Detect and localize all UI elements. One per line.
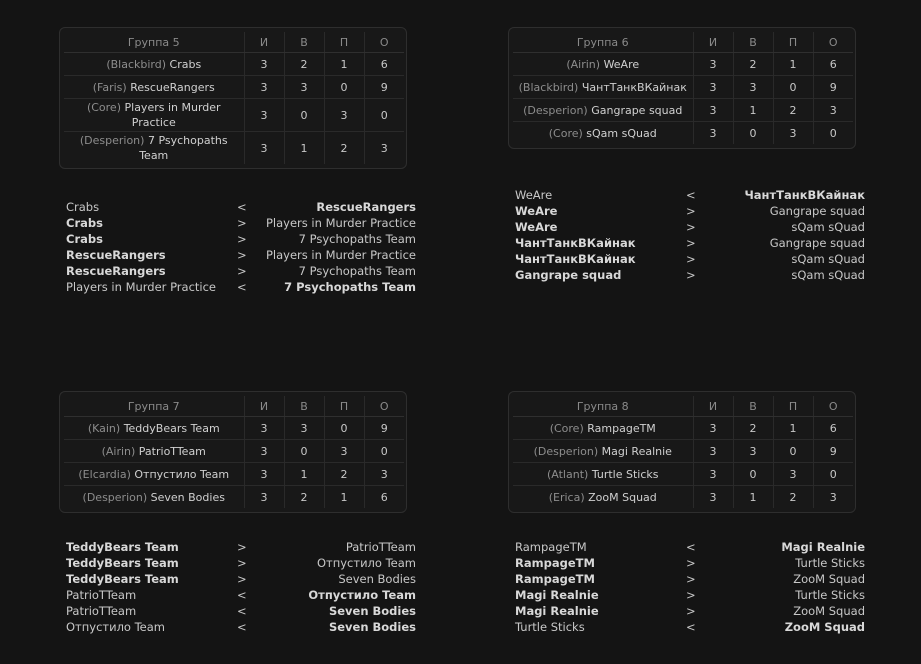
team-name: Players in Murder Practice bbox=[124, 101, 221, 129]
stat-cell-v: 3 bbox=[284, 417, 324, 440]
home-team: Magi Realnie bbox=[515, 588, 599, 602]
team-cell bbox=[513, 53, 693, 76]
result-symbol: < bbox=[686, 620, 696, 634]
stat-cell-o: 3 bbox=[813, 99, 853, 122]
home-team: PatrioTTeam bbox=[66, 604, 137, 618]
table-row bbox=[64, 53, 404, 76]
match-row bbox=[515, 235, 865, 251]
away-team: Magi Realnie bbox=[781, 540, 865, 554]
home-team: ЧантТанкВКайнак bbox=[515, 236, 636, 250]
match-row bbox=[515, 587, 865, 603]
stat-cell-v: 0 bbox=[284, 440, 324, 463]
stat-cell-v: 3 bbox=[733, 440, 773, 463]
home-team: RescueRangers bbox=[66, 248, 166, 262]
stat-cell-v: 1 bbox=[733, 99, 773, 122]
stat-cell-o: 3 bbox=[364, 463, 404, 486]
team-cell bbox=[513, 76, 693, 99]
away-team: 7 Psychopaths Team bbox=[284, 280, 416, 294]
clan-name: (Kain) bbox=[87, 421, 121, 435]
stat-cell-v: 1 bbox=[284, 463, 324, 486]
stat-cell-i: 3 bbox=[244, 486, 284, 509]
team-name: ZooM Squad bbox=[588, 490, 657, 504]
away-team: Turtle Sticks bbox=[795, 588, 865, 602]
match-row bbox=[66, 199, 416, 215]
column-header: П bbox=[773, 396, 813, 417]
team-name: sQam sQuad bbox=[586, 126, 657, 140]
match-row bbox=[515, 539, 865, 555]
clan-name: (Desperion) bbox=[82, 490, 148, 504]
result-symbol: > bbox=[686, 604, 696, 618]
stat-cell-i: 3 bbox=[693, 486, 733, 509]
away-team: Seven Bodies bbox=[328, 604, 416, 618]
table-row bbox=[64, 440, 404, 463]
result-symbol: > bbox=[237, 264, 247, 278]
home-team: WeAre bbox=[515, 204, 558, 218]
result-symbol: > bbox=[237, 572, 247, 586]
team-cell bbox=[64, 132, 244, 165]
team-cell bbox=[513, 440, 693, 463]
column-header: В bbox=[284, 396, 324, 417]
stat-cell-i: 3 bbox=[244, 76, 284, 99]
stat-cell-p: 3 bbox=[773, 122, 813, 145]
away-team: ЧантТанкВКайнак bbox=[744, 188, 865, 202]
stat-cell-o: 6 bbox=[813, 53, 853, 76]
away-team: PatrioTTeam bbox=[345, 540, 416, 554]
team-cell bbox=[64, 463, 244, 486]
table-row bbox=[64, 486, 404, 509]
home-team: Crabs bbox=[66, 232, 103, 246]
table-header-row bbox=[64, 396, 404, 417]
team-name: Crabs bbox=[169, 57, 202, 71]
stat-cell-v: 0 bbox=[284, 99, 324, 132]
stat-cell-o: 9 bbox=[364, 417, 404, 440]
stat-cell-o: 9 bbox=[813, 76, 853, 99]
table-row bbox=[513, 486, 853, 509]
stat-cell-i: 3 bbox=[693, 440, 733, 463]
clan-name: (Desperion) bbox=[79, 134, 145, 147]
column-header: О bbox=[364, 396, 404, 417]
home-team: WeAre bbox=[515, 188, 553, 202]
team-name: Отпустило Team bbox=[134, 467, 230, 481]
team-cell bbox=[513, 463, 693, 486]
home-team: Gangrape squad bbox=[515, 268, 622, 282]
away-team: Отпустило Team bbox=[308, 588, 416, 602]
stat-cell-p: 2 bbox=[324, 463, 364, 486]
home-team: Crabs bbox=[66, 216, 103, 230]
stat-cell-o: 6 bbox=[364, 486, 404, 509]
stat-cell-p: 1 bbox=[773, 417, 813, 440]
away-team: Gangrape squad bbox=[769, 236, 865, 250]
result-symbol: < bbox=[237, 604, 247, 618]
column-header: И bbox=[693, 32, 733, 53]
away-team: ZooM Squad bbox=[784, 620, 865, 634]
column-header: И bbox=[693, 396, 733, 417]
result-symbol: > bbox=[237, 248, 247, 262]
stat-cell-i: 3 bbox=[693, 463, 733, 486]
result-symbol: > bbox=[237, 556, 247, 570]
table-header-row bbox=[513, 396, 853, 417]
clan-name: (Desperion) bbox=[533, 444, 599, 458]
match-row bbox=[66, 247, 416, 263]
stat-cell-i: 3 bbox=[693, 99, 733, 122]
result-symbol: < bbox=[686, 188, 696, 202]
table-row bbox=[513, 463, 853, 486]
result-symbol: > bbox=[686, 588, 696, 602]
match-row bbox=[515, 251, 865, 267]
away-team: ZooM Squad bbox=[793, 604, 865, 618]
team-name: Turtle Sticks bbox=[591, 467, 659, 481]
clan-name: (Blackbird) bbox=[106, 57, 167, 71]
table-row bbox=[64, 417, 404, 440]
table-row bbox=[513, 99, 853, 122]
table-row bbox=[513, 417, 853, 440]
stat-cell-p: 3 bbox=[324, 440, 364, 463]
match-row bbox=[66, 263, 416, 279]
column-header: В bbox=[733, 32, 773, 53]
match-row bbox=[66, 555, 416, 571]
column-header: И bbox=[244, 32, 284, 53]
stat-cell-v: 0 bbox=[733, 463, 773, 486]
stat-cell-o: 6 bbox=[364, 53, 404, 76]
match-row bbox=[66, 215, 416, 231]
match-row bbox=[66, 603, 416, 619]
table-row bbox=[64, 463, 404, 486]
group-5-table bbox=[59, 27, 407, 169]
table-header-row bbox=[64, 32, 404, 53]
result-symbol: > bbox=[686, 236, 696, 250]
column-header: В bbox=[284, 32, 324, 53]
stat-cell-o: 3 bbox=[364, 132, 404, 165]
result-symbol: > bbox=[686, 204, 696, 218]
stat-cell-v: 2 bbox=[284, 486, 324, 509]
result-symbol: > bbox=[686, 220, 696, 234]
team-cell bbox=[64, 440, 244, 463]
home-team: TeddyBears Team bbox=[66, 572, 179, 586]
stat-cell-i: 3 bbox=[693, 417, 733, 440]
stat-cell-v: 3 bbox=[284, 76, 324, 99]
clan-name: (Core) bbox=[548, 126, 583, 140]
table-row bbox=[64, 99, 404, 132]
stat-cell-p: 1 bbox=[773, 53, 813, 76]
column-header: П bbox=[324, 32, 364, 53]
team-name: PatrioTTeam bbox=[138, 444, 206, 458]
team-name: Magi Realnie bbox=[601, 444, 672, 458]
team-name: Gangrape squad bbox=[591, 103, 683, 117]
stat-cell-i: 3 bbox=[693, 76, 733, 99]
match-row bbox=[515, 203, 865, 219]
column-header: П bbox=[773, 32, 813, 53]
clan-name: (Core) bbox=[86, 101, 121, 114]
team-cell bbox=[513, 486, 693, 509]
away-team: RescueRangers bbox=[316, 200, 416, 214]
home-team: RescueRangers bbox=[66, 264, 166, 278]
column-header: О bbox=[813, 396, 853, 417]
result-symbol: > bbox=[237, 540, 247, 554]
team-name: Seven Bodies bbox=[150, 490, 225, 504]
match-row bbox=[66, 539, 416, 555]
stat-cell-v: 1 bbox=[733, 486, 773, 509]
stat-cell-i: 3 bbox=[693, 53, 733, 76]
away-team: 7 Psychopaths Team bbox=[298, 232, 416, 246]
result-symbol: > bbox=[237, 232, 247, 246]
clan-name: (Erica) bbox=[548, 490, 585, 504]
away-team: 7 Psychopaths Team bbox=[298, 264, 416, 278]
stat-cell-v: 2 bbox=[284, 53, 324, 76]
group-title: Группа 5 bbox=[64, 32, 244, 53]
match-row bbox=[66, 619, 416, 635]
away-team: Seven Bodies bbox=[328, 620, 416, 634]
clan-name: (Core) bbox=[549, 421, 584, 435]
column-header: П bbox=[324, 396, 364, 417]
clan-name: (Atlant) bbox=[547, 467, 589, 481]
group-7-table bbox=[59, 391, 407, 513]
away-team: Players in Murder Practice bbox=[266, 216, 416, 230]
clan-name: (Blackbird) bbox=[518, 80, 579, 94]
home-team: WeAre bbox=[515, 220, 558, 234]
clan-name: (Desperion) bbox=[523, 103, 588, 117]
group-title: Группа 8 bbox=[513, 396, 693, 417]
away-team: sQam sQuad bbox=[791, 252, 865, 266]
home-team: PatrioTTeam bbox=[66, 588, 137, 602]
stat-cell-p: 1 bbox=[324, 486, 364, 509]
match-row bbox=[66, 587, 416, 603]
stat-cell-v: 0 bbox=[733, 122, 773, 145]
stat-cell-o: 0 bbox=[364, 440, 404, 463]
column-header: О bbox=[813, 32, 853, 53]
away-team: sQam sQuad bbox=[791, 268, 865, 282]
group-title: Группа 7 bbox=[64, 396, 244, 417]
result-symbol: > bbox=[686, 556, 696, 570]
away-team: Отпустило Team bbox=[316, 556, 416, 570]
stat-cell-o: 9 bbox=[813, 440, 853, 463]
team-name: TeddyBears Team bbox=[123, 421, 220, 435]
stat-cell-p: 0 bbox=[773, 76, 813, 99]
stat-cell-i: 3 bbox=[244, 463, 284, 486]
table-row bbox=[64, 76, 404, 99]
table-row bbox=[513, 122, 853, 145]
home-team: Magi Realnie bbox=[515, 604, 599, 618]
match-row bbox=[515, 571, 865, 587]
stat-cell-o: 3 bbox=[813, 486, 853, 509]
team-name: ЧантТанкВКайнак bbox=[581, 80, 687, 94]
team-cell bbox=[64, 76, 244, 99]
home-team: Turtle Sticks bbox=[515, 620, 585, 634]
stat-cell-p: 0 bbox=[324, 76, 364, 99]
team-cell bbox=[64, 53, 244, 76]
stat-cell-i: 3 bbox=[244, 417, 284, 440]
home-team: Players in Murder Practice bbox=[66, 280, 216, 294]
stat-cell-p: 2 bbox=[773, 486, 813, 509]
stat-cell-p: 3 bbox=[324, 99, 364, 132]
clan-name: (Faris) bbox=[92, 80, 127, 94]
team-cell bbox=[513, 99, 693, 122]
group-8-table bbox=[508, 391, 856, 513]
result-symbol: > bbox=[686, 268, 696, 282]
match-row bbox=[66, 279, 416, 295]
group-title: Группа 6 bbox=[513, 32, 693, 53]
stat-cell-i: 3 bbox=[244, 53, 284, 76]
result-symbol: < bbox=[237, 280, 247, 294]
table-row bbox=[513, 76, 853, 99]
stat-cell-p: 1 bbox=[324, 53, 364, 76]
team-name: RampageTM bbox=[587, 421, 656, 435]
column-header: И bbox=[244, 396, 284, 417]
stat-cell-o: 0 bbox=[813, 463, 853, 486]
match-row bbox=[515, 555, 865, 571]
stat-cell-o: 6 bbox=[813, 417, 853, 440]
stat-cell-v: 2 bbox=[733, 53, 773, 76]
away-team: sQam sQuad bbox=[791, 220, 865, 234]
away-team: Seven Bodies bbox=[338, 572, 416, 586]
home-team: RampageTM bbox=[515, 572, 595, 586]
team-name: WeAre bbox=[603, 57, 640, 71]
match-row bbox=[66, 571, 416, 587]
result-symbol: < bbox=[237, 620, 247, 634]
home-team: Crabs bbox=[66, 200, 100, 214]
home-team: TeddyBears Team bbox=[66, 540, 179, 554]
team-cell bbox=[64, 486, 244, 509]
group-8-matches bbox=[515, 539, 865, 635]
home-team: RampageTM bbox=[515, 556, 595, 570]
away-team: Turtle Sticks bbox=[795, 556, 865, 570]
stat-cell-p: 3 bbox=[773, 463, 813, 486]
stat-cell-v: 1 bbox=[284, 132, 324, 165]
result-symbol: < bbox=[686, 540, 696, 554]
result-symbol: > bbox=[686, 252, 696, 266]
standings-table bbox=[64, 32, 404, 164]
clan-name: (Elcardia) bbox=[78, 467, 131, 481]
group-5-matches bbox=[66, 199, 416, 295]
match-row bbox=[66, 231, 416, 247]
stat-cell-p: 0 bbox=[773, 440, 813, 463]
group-7-matches bbox=[66, 539, 416, 635]
table-row bbox=[64, 132, 404, 165]
stat-cell-i: 3 bbox=[244, 99, 284, 132]
standings-table bbox=[513, 396, 853, 508]
stat-cell-v: 3 bbox=[733, 76, 773, 99]
table-row bbox=[513, 53, 853, 76]
home-team: RampageTM bbox=[515, 540, 587, 554]
team-cell bbox=[64, 417, 244, 440]
result-symbol: < bbox=[237, 200, 247, 214]
stat-cell-v: 2 bbox=[733, 417, 773, 440]
stat-cell-p: 2 bbox=[324, 132, 364, 165]
stat-cell-i: 3 bbox=[244, 132, 284, 165]
away-team: Players in Murder Practice bbox=[266, 248, 416, 262]
stat-cell-p: 2 bbox=[773, 99, 813, 122]
column-header: О bbox=[364, 32, 404, 53]
team-cell bbox=[513, 122, 693, 145]
result-symbol: > bbox=[686, 572, 696, 586]
match-row bbox=[515, 267, 865, 283]
stat-cell-o: 9 bbox=[364, 76, 404, 99]
away-team: ZooM Squad bbox=[793, 572, 865, 586]
column-header: В bbox=[733, 396, 773, 417]
stat-cell-i: 3 bbox=[693, 122, 733, 145]
match-row bbox=[515, 219, 865, 235]
stat-cell-p: 0 bbox=[324, 417, 364, 440]
stat-cell-o: 0 bbox=[364, 99, 404, 132]
stat-cell-o: 0 bbox=[813, 122, 853, 145]
stat-cell-i: 3 bbox=[244, 440, 284, 463]
standings-table bbox=[513, 32, 853, 144]
result-symbol: > bbox=[237, 216, 247, 230]
team-cell bbox=[513, 417, 693, 440]
team-name: 7 Psychopaths Team bbox=[139, 134, 228, 162]
standings-table bbox=[64, 396, 404, 508]
table-row bbox=[513, 440, 853, 463]
away-team: Gangrape squad bbox=[769, 204, 865, 218]
table-header-row bbox=[513, 32, 853, 53]
match-row bbox=[515, 619, 865, 635]
team-name: RescueRangers bbox=[130, 80, 215, 94]
team-cell bbox=[64, 99, 244, 132]
home-team: ЧантТанкВКайнак bbox=[515, 252, 636, 266]
result-symbol: < bbox=[237, 588, 247, 602]
clan-name: (Airin) bbox=[566, 57, 601, 71]
match-row bbox=[515, 187, 865, 203]
group-6-table bbox=[508, 27, 856, 149]
clan-name: (Airin) bbox=[101, 444, 136, 458]
group-6-matches bbox=[515, 187, 865, 283]
home-team: TeddyBears Team bbox=[66, 556, 179, 570]
match-row bbox=[515, 603, 865, 619]
home-team: Отпустило Team bbox=[66, 620, 166, 634]
